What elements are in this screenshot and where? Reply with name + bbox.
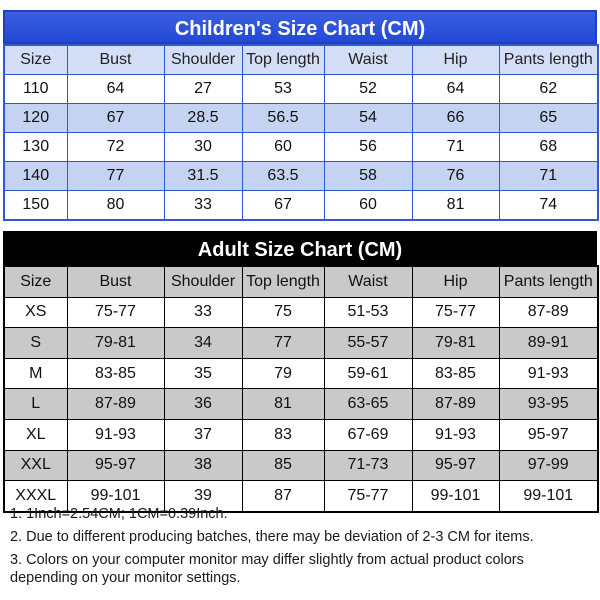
table-cell: 74: [499, 191, 598, 221]
table-cell: 31.5: [164, 162, 242, 191]
table-cell: L: [4, 389, 67, 420]
table-cell: 30: [164, 133, 242, 162]
table-row: [4, 450, 598, 481]
table-row: [4, 328, 598, 359]
table-row: [4, 133, 598, 162]
table-cell: 51-53: [324, 297, 412, 328]
table-row: [4, 389, 598, 420]
notes-list: [10, 505, 595, 592]
table-cell: 56.5: [242, 104, 324, 133]
table-cell: 93-95: [499, 389, 598, 420]
table-cell: 64: [412, 75, 499, 104]
table-cell: 63.5: [242, 162, 324, 191]
header-cell: Size: [4, 266, 67, 297]
header-cell: Top length: [242, 266, 324, 297]
table-cell: 59-61: [324, 358, 412, 389]
header-cell: Top length: [242, 45, 324, 75]
table-cell: 60: [324, 191, 412, 221]
table-cell: 99-101: [499, 481, 598, 512]
table-cell: 76: [412, 162, 499, 191]
table-cell: 34: [164, 328, 242, 359]
table-cell: 38: [164, 450, 242, 481]
table-cell: 33: [164, 297, 242, 328]
table-cell: 150: [4, 191, 67, 221]
table-cell: 83-85: [412, 358, 499, 389]
adult-header-row: [4, 266, 598, 297]
table-cell: 54: [324, 104, 412, 133]
header-cell: Bust: [67, 45, 164, 75]
table-cell: 67-69: [324, 419, 412, 450]
table-row: [4, 297, 598, 328]
table-cell: 87-89: [499, 297, 598, 328]
table-cell: 75-77: [412, 297, 499, 328]
table-row: [4, 75, 598, 104]
table-cell: 130: [4, 133, 67, 162]
table-cell: 71: [499, 162, 598, 191]
table-cell: 80: [67, 191, 164, 221]
table-cell: 89-91: [499, 328, 598, 359]
table-cell: 91-93: [499, 358, 598, 389]
table-cell: 56: [324, 133, 412, 162]
note-colors: 3. Colors on your computer monitor may differ slightly from actual product colors depending on your monitor settings.: [10, 552, 524, 586]
header-cell: Waist: [324, 45, 412, 75]
kids-header-row: [4, 45, 598, 75]
table-row: [4, 191, 598, 221]
table-cell: 33: [164, 191, 242, 221]
table-cell: 110: [4, 75, 67, 104]
table-cell: 95-97: [499, 419, 598, 450]
table-cell: 75-77: [67, 297, 164, 328]
note-conversion: 1. 1Inch=2.54CM; 1CM=0.39Inch.: [10, 506, 228, 522]
table-cell: 99-101: [67, 481, 164, 512]
table-cell: 81: [412, 191, 499, 221]
table-cell: 87-89: [67, 389, 164, 420]
header-cell: Shoulder: [164, 266, 242, 297]
table-cell: XXXL: [4, 481, 67, 512]
table-cell: S: [4, 328, 67, 359]
table-row: [4, 419, 598, 450]
table-cell: 85: [242, 450, 324, 481]
table-cell: 79-81: [67, 328, 164, 359]
header-cell: Bust: [67, 266, 164, 297]
kids-size-table: [3, 44, 599, 221]
table-row: [4, 358, 598, 389]
table-cell: 87-89: [412, 389, 499, 420]
table-cell: 28.5: [164, 104, 242, 133]
table-cell: 37: [164, 419, 242, 450]
table-cell: 75: [242, 297, 324, 328]
header-cell: Hip: [412, 45, 499, 75]
table-cell: 62: [499, 75, 598, 104]
header-cell: Size: [4, 45, 67, 75]
table-cell: 79-81: [412, 328, 499, 359]
table-cell: 63-65: [324, 389, 412, 420]
table-cell: 77: [67, 162, 164, 191]
table-cell: 55-57: [324, 328, 412, 359]
table-cell: M: [4, 358, 67, 389]
table-cell: 36: [164, 389, 242, 420]
table-cell: 27: [164, 75, 242, 104]
table-cell: 95-97: [67, 450, 164, 481]
header-cell: Pants length: [499, 45, 598, 75]
header-cell: Pants length: [499, 266, 598, 297]
kids-chart-title: Children's Size Chart (CM): [3, 10, 597, 44]
table-cell: 71-73: [324, 450, 412, 481]
table-cell: 81: [242, 389, 324, 420]
table-cell: 91-93: [412, 419, 499, 450]
table-cell: XXL: [4, 450, 67, 481]
header-cell: Hip: [412, 266, 499, 297]
table-cell: 64: [67, 75, 164, 104]
table-cell: 65: [499, 104, 598, 133]
table-cell: 77: [242, 328, 324, 359]
adult-size-table: [3, 265, 599, 513]
table-cell: 97-99: [499, 450, 598, 481]
table-cell: 71: [412, 133, 499, 162]
table-cell: 60: [242, 133, 324, 162]
table-cell: 35: [164, 358, 242, 389]
table-cell: 79: [242, 358, 324, 389]
table-cell: 75-77: [324, 481, 412, 512]
table-cell: XL: [4, 419, 67, 450]
table-cell: 140: [4, 162, 67, 191]
note-deviation: 2. Due to different producing batches, there may be deviation of 2-3 CM for items.: [10, 529, 534, 545]
table-cell: 67: [242, 191, 324, 221]
table-cell: 53: [242, 75, 324, 104]
table-cell: 72: [67, 133, 164, 162]
table-row: [4, 162, 598, 191]
table-row: [4, 104, 598, 133]
table-cell: 67: [67, 104, 164, 133]
table-cell: 91-93: [67, 419, 164, 450]
table-cell: XS: [4, 297, 67, 328]
table-cell: 39: [164, 481, 242, 512]
header-cell: Waist: [324, 266, 412, 297]
table-cell: 58: [324, 162, 412, 191]
table-cell: 83-85: [67, 358, 164, 389]
adult-chart-title: Adult Size Chart (CM): [3, 231, 597, 265]
table-cell: 87: [242, 481, 324, 512]
table-cell: 99-101: [412, 481, 499, 512]
table-cell: 120: [4, 104, 67, 133]
table-cell: 83: [242, 419, 324, 450]
header-cell: Shoulder: [164, 45, 242, 75]
table-cell: 68: [499, 133, 598, 162]
table-cell: 66: [412, 104, 499, 133]
table-cell: 95-97: [412, 450, 499, 481]
table-cell: 52: [324, 75, 412, 104]
